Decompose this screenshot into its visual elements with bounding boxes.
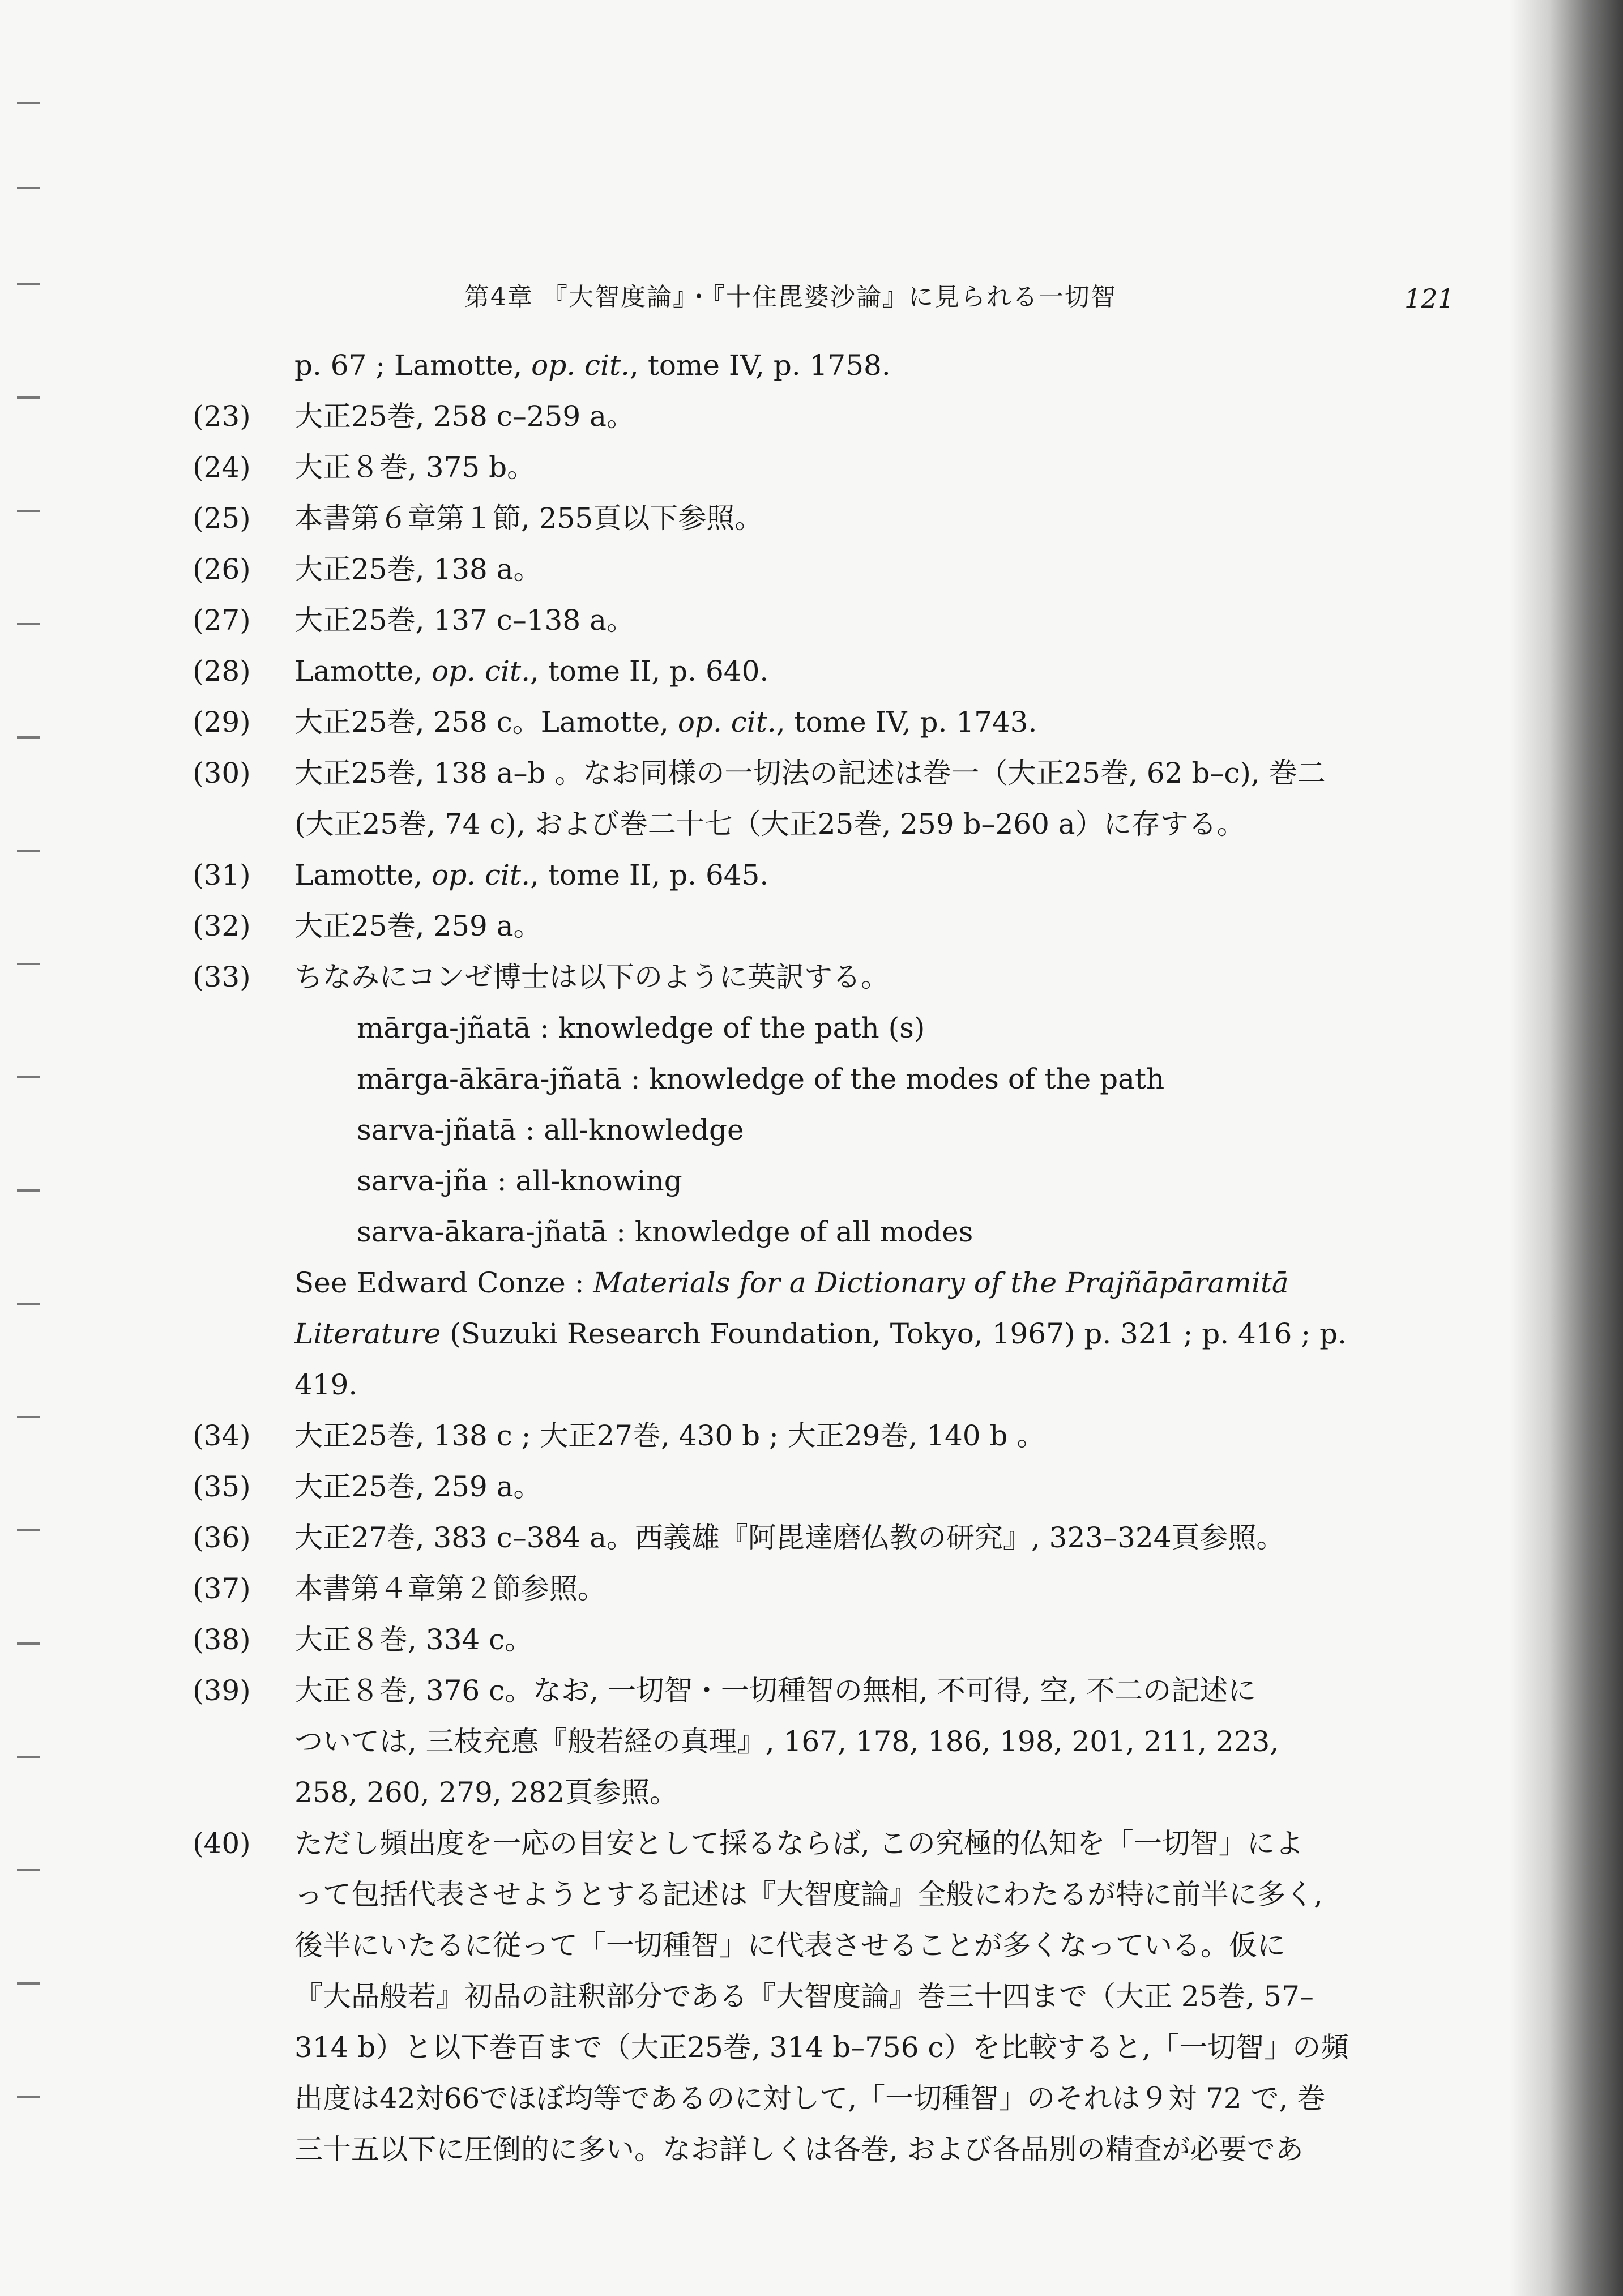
term-item: sarva-jña : all-knowing xyxy=(357,1164,682,1197)
note-number: (26) xyxy=(193,553,251,586)
note-24 xyxy=(193,442,1506,493)
note-34 xyxy=(193,1410,1506,1461)
note-number: (37) xyxy=(193,1572,251,1605)
note-number: (40) xyxy=(193,1827,251,1860)
note-text: 大正25巻, 138 a。 xyxy=(294,553,542,586)
note-38 xyxy=(193,1614,1506,1665)
note-text: 大正25巻, 259 a。 xyxy=(294,1470,542,1503)
note-32 xyxy=(193,901,1506,951)
page-number: 121 xyxy=(1404,283,1454,314)
note-text: 本書第４章第２節参照。 xyxy=(294,1572,606,1605)
left-margin-marks xyxy=(0,0,62,2296)
note-text: 大正25巻, 138 c ; 大正27巻, 430 b ; 大正29巻, 140 b 。 xyxy=(294,1419,1045,1452)
note-text: 本書第６章第１節, 255頁以下参照。 xyxy=(294,502,763,535)
note-text: 大正８巻, 334 c。 xyxy=(294,1623,533,1656)
note-text: 大正25巻, 258 c。Lamotte, op. cit., tome IV, p. 1743. xyxy=(294,706,1037,739)
term-item: mārga-ākāra-jñatā : knowledge of the modes of the path xyxy=(357,1062,1165,1095)
note-37 xyxy=(193,1563,1506,1614)
note-text: 大正８巻, 375 b。 xyxy=(294,451,536,484)
note-23 xyxy=(193,391,1506,442)
note-35 xyxy=(193,1461,1506,1512)
note-40 xyxy=(193,1818,1506,2175)
note-31 xyxy=(193,850,1506,901)
note-number: (27) xyxy=(193,604,251,637)
note-number: (39) xyxy=(193,1674,251,1707)
note-number: (36) xyxy=(193,1521,251,1554)
note-number: (28) xyxy=(193,655,251,688)
term-list xyxy=(294,1002,1506,1257)
term-item: mārga-jñatā : knowledge of the path (s) xyxy=(357,1012,925,1044)
term-item: sarva-jñatā : all-knowledge xyxy=(357,1113,744,1146)
conze-reference: See Edward Conze : Materials for a Dictionary of the Prajñāpāramitā xyxy=(294,1266,1289,1299)
note-30 xyxy=(193,748,1506,850)
note-33 xyxy=(193,951,1506,1410)
note-28 xyxy=(193,646,1506,697)
note-text: 大正27巻, 383 c–384 a。西義雄『阿毘達磨仏教の研究』, 323–324頁参照。 xyxy=(294,1521,1285,1554)
note-text: Lamotte, op. cit., tome II, p. 645. xyxy=(294,859,769,891)
note-27 xyxy=(193,595,1506,646)
note-39 xyxy=(193,1665,1506,1818)
note-text: ちなみにコンゼ博士は以下のように英訳する。 mārga-jñatā : knowledge of the path (s) mārga-ākāra-jñatā : knowledge of the modes of the path sarva-jñatā : all-knowledge sarva-jña : all-knowing sarva-ākara-jñatā : knowledge of all modes See Edward Conze : Materials for a Dictionary of the Prajñāpāramitā Literature (Suzuki Research Foundation, Tokyo, 1967) p. 321 ; p. 416 ; p. 419. xyxy=(294,951,1506,1410)
note-text: 大正25巻, 258 c–259 a。 xyxy=(294,400,635,433)
note-text: 大正25巻, 138 a–b 。なお同様の一切法の記述は巻一（大正25巻, 62 b–c), 巻二 (大正25巻, 74 c), および巻二十七（大正25巻, 259 b–260 a）に存する。 xyxy=(294,757,1326,840)
note-number: (34) xyxy=(193,1419,251,1452)
note-text: Lamotte, op. cit., tome II, p. 640. xyxy=(294,655,769,688)
note-36 xyxy=(193,1512,1506,1563)
note-text: 大正25巻, 259 a。 xyxy=(294,910,542,942)
note-number: (24) xyxy=(193,451,251,484)
term-item: sarva-ākara-jñatā : knowledge of all modes xyxy=(357,1215,973,1248)
note-number: (25) xyxy=(193,502,251,535)
note-number: (32) xyxy=(193,910,251,942)
note-number: (35) xyxy=(193,1470,251,1503)
note-text: 大正25巻, 137 c–138 a。 xyxy=(294,604,635,637)
note-number: (31) xyxy=(193,859,251,891)
running-head: 第4章 『大智度論』・『十住毘婆沙論』に見られる一切智 xyxy=(464,283,1117,311)
scan-edge-shadow xyxy=(1510,0,1623,2296)
note-number: (29) xyxy=(193,706,251,739)
note-29 xyxy=(193,697,1506,748)
note-number: (38) xyxy=(193,1623,251,1656)
footnotes xyxy=(193,340,1506,2175)
note-text: ただし頻出度を一応の目安として採るならば, この究極的仏知を「一切智」によ って包括代表させようとする記述は『大智度論』全般にわたるが特に前半に多く, 後半にいたるに従って「一切種智」に代表させることが多くなっている。仮に 『大品般若』初品の註釈部分である『大智度論』巻三十四まで（大正 25巻, 57– 314 b）と以下巻百まで（大正25巻, 314 b–756 c）を比較すると,「一切智」の頻 出度は42対66でほぼ均等であるのに対して,「一切種智」のそれは９対 72 で, 巻 三十五以下に圧倒的に多い。なお詳しくは各巻, および各品別の精査が必要であ xyxy=(294,1827,1349,2166)
note-number: (23) xyxy=(193,400,251,433)
note-25 xyxy=(193,493,1506,544)
note-text: 大正８巻, 376 c。なお, 一切智・一切種智の無相, 不可得, 空, 不二の記述に ついては, 三枝充悳『般若経の真理』, 167, 178, 186, 198, 201, 211, 223, 258, 260, 279, 282頁参照。 xyxy=(294,1674,1279,1809)
note-number: (30) xyxy=(193,757,251,789)
note-26 xyxy=(193,544,1506,595)
note-number: (33) xyxy=(193,961,251,993)
note-continuation: p. 67 ; Lamotte, op. cit., tome IV, p. 1758. xyxy=(294,349,891,382)
